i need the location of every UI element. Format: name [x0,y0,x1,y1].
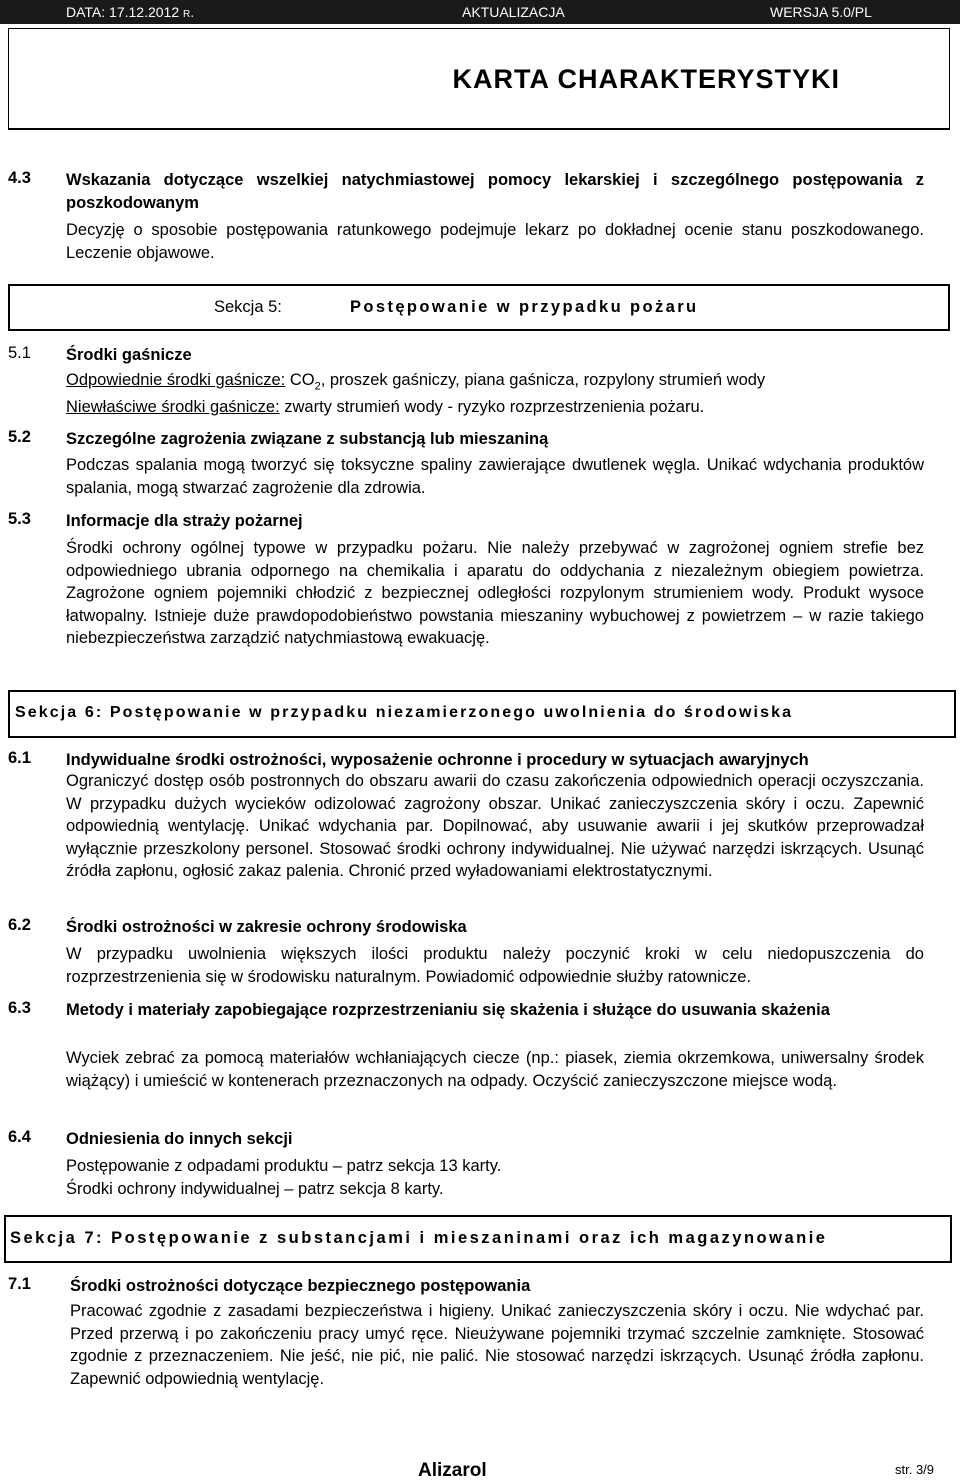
section-5-1-heading: Środki gaśnicze [66,346,192,364]
suitable-media-text: , proszek gaśniczy, piana gaśnicza, rozpylony strumień wody [320,371,766,389]
document-header-bar [0,0,960,24]
section-6-3-number: 6.3 [8,999,31,1017]
suitable-media-label: Odpowiednie środki gaśnicze: [66,371,286,389]
section-7-1-text: Pracować zgodnie z zasadami bezpieczeństwa i higieny. Unikać zanieczyszczenia skóry i oczu. Nie wdychać par. Przed przerwą i po zakończeniu pracy umyć ręce. Nieużywane pojemniki trzymać szczelnie zamknięte. Stosować zgodnie z przeznaczeniem. Nie jeść, nie pić, nie palić. Nie stosować narzędzi iskrzących. Usunąć źródła zapłonu. Zapewnić odpowiednią wentylację. [70,1302,924,1388]
section-5-3-heading: Informacje dla straży pożarnej [66,512,303,530]
section-6-1-heading: Indywidualne środki ostrożności, wyposażenie ochronne i procedury w sytuacjach awaryjnych [66,751,809,769]
co2-subscript: 2 [314,380,321,393]
unsuitable-media-text: zwarty strumień wody - ryzyko rozprzestrzenienia pożaru. [284,398,705,416]
section-6-3-text: Wyciek zebrać za pomocą materiałów wchłaniających ciecze (np.: piasek, ziemia okrzemkowa, uniwersalny środek wiążący) i umieścić w kontenerach przeznaczonych na odpady. Oczyścić zanieczyszczone miejsce wodą. [66,1049,924,1090]
section-6-1-text: Ograniczyć dostęp osób postronnych do obszaru awarii do czasu zakończenia odpowiednich operacji oczyszczania. W przypadku dużych wycieków odizolować zagrożony obszar. Unikać zanieczyszczenia skóry i oczu. Zapewnić odpowiednią wentylację. Unikać wdychania par. Dopilnować, aby usuwanie awarii i jej skutków przeprowadzał wyłącznie przeszkolony personel. Stosować środki ochrony indywidualnej. Nie używać narzędzi iskrzących. Usunąć źródła zapłonu, ogłosić zakaz palenia. Chronić przed wyładowaniami elektrostatycznymi. [66,772,924,880]
section-5-2-number: 5.2 [8,428,31,446]
date-label: DATA: 17.12.2012 r. [66,4,195,20]
section-6-4-number: 6.4 [8,1128,31,1146]
section-7-1-heading: Środki ostrożności dotyczące bezpiecznego postępowania [70,1277,531,1295]
section-6-2-number: 6.2 [8,916,31,934]
section-6-4-line-2: Środki ochrony indywidualnej – patrz sekcja 8 karty. [66,1180,444,1198]
page-number: str. 3/9 [895,1462,935,1477]
unsuitable-media-label: Niewłaściwe środki gaśnicze: [66,398,280,416]
section-6-title: Sekcja 6: Postępowanie w przypadku niezamierzonego uwolnienia do środowiska [15,704,794,721]
section-6-3-heading: Metody i materiały zapobiegające rozprzestrzenianiu się skażenia i służące do usuwania skażenia [66,1001,830,1019]
company-name: Alizarol [418,1460,487,1481]
section-6-2-heading: Środki ostrożności w zakresie ochrony środowiska [66,918,467,936]
section-4-3-heading: Wskazania dotyczące wszelkiej natychmiastowej pomocy lekarskiej i szczególnego postępowania z poszkodowanym [66,171,924,212]
co2-text: CO [289,371,315,389]
section-6-2-text: W przypadku uwolnienia większych ilości produktu należy poczynić kroki w celu niedopuszczenia do rozprzestrzenienia się w środowisku naturalnym. Powiadomić odpowiednie służby ratownicze. [66,945,924,986]
section-6-4-line-1: Postępowanie z odpadami produktu – patrz sekcja 13 karty. [66,1157,502,1175]
section-5-2-text: Podczas spalania mogą tworzyć się toksyczne spaliny zawierające dwutlenek węgla. Unikać wdychania produktów spalania, mogą stwarzać zagrożenie dla zdrowia. [66,456,924,497]
section-5-label: Sekcja 5: [214,298,282,316]
section-7-title: Sekcja 7: Postępowanie z substancjami i mieszaninami oraz ich magazynowanie [10,1229,828,1247]
section-4-3-text: Decyzję o sposobie postępowania ratunkowego podejmuje lekarz po dokładnej ocenie stanu poszkodowanego. Leczenie objawowe. [66,221,924,262]
section-6-4-heading: Odniesienia do innych sekcji [66,1130,293,1148]
document-title: KARTA CHARAKTERYSTYKI [452,64,840,94]
suitable-media-line [66,369,936,398]
section-5-2-heading: Szczególne zagrożenia związane z substancją lub mieszaniną [66,430,549,448]
unsuitable-media-line [66,396,936,419]
version-label: WERSJA 5.0/PL [770,4,872,20]
update-label: AKTUALIZACJA [462,4,565,20]
section-5-3-text: Środki ochrony ogólnej typowe w przypadku pożaru. Nie należy przebywać w zagrożonej ogniem strefie bez odpowiedniego ubrania odpornego na chemikalia i aparatu do oddychania z niezależnym obiegiem powietrza. Zagrożone ogniem pojemniki chłodzić z bezpiecznej odległości rozpylonym strumieniem wody. Produkt wysoce łatwopalny. Istnieje duże prawdopodobieństwo powstania mieszaniny wybuchowej z powietrzem – w razie takiego niebezpieczeństwa zarządzić natychmiastową ewakuację. [66,539,924,647]
section-4-3-number: 4.3 [8,169,31,187]
section-5-3-number: 5.3 [8,510,31,528]
section-5-title: Postępowanie w przypadku pożaru [350,298,699,316]
section-5-1-number: 5.1 [8,344,31,362]
section-6-1-number: 6.1 [8,749,31,767]
section-7-1-number: 7.1 [8,1275,31,1293]
